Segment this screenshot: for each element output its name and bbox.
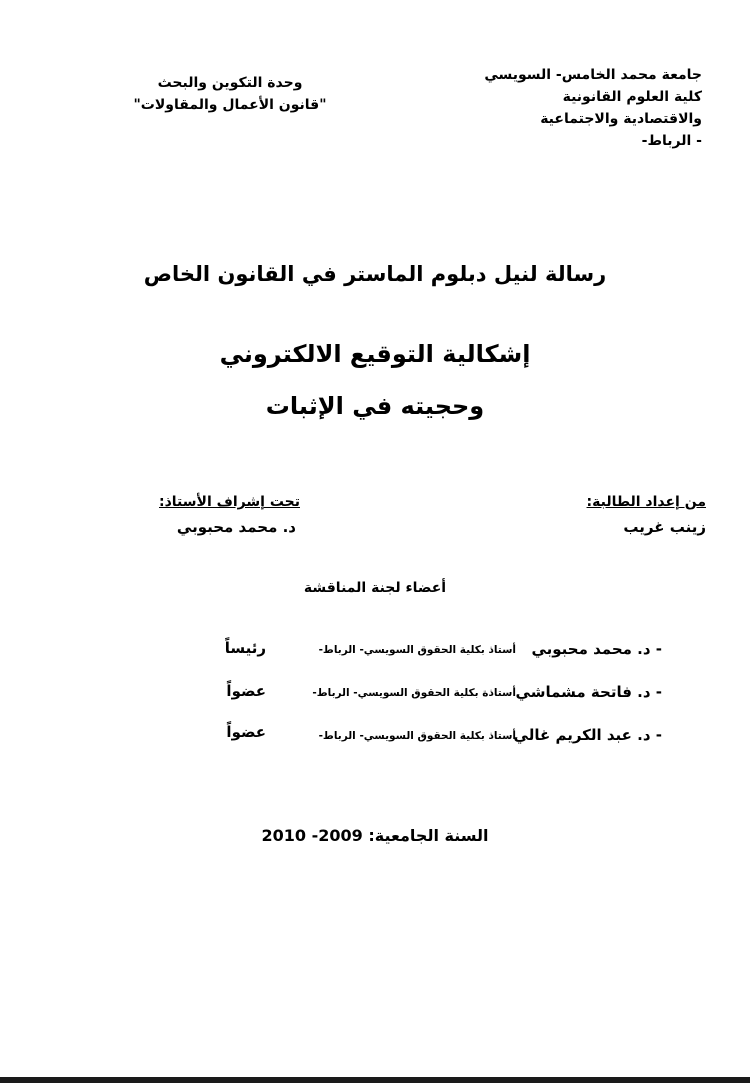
committee-member-role: رئيساً: [224, 639, 266, 657]
thesis-title-line1: إشكالية التوقيع الالكتروني: [219, 340, 531, 368]
research-unit-header: [120, 72, 340, 116]
committee-member-name: - د. محمد محبوبي: [531, 640, 662, 658]
supervisor-label: تحت إشراف الأستاذ:: [159, 494, 300, 510]
student-label: من إعداد الطالبة:: [586, 494, 706, 510]
committee-member-affiliation: أستاذة بكلية الحقوق السويسي- الرباط-: [312, 687, 516, 699]
university-name: جامعة محمد الخامس- السويسي: [484, 67, 702, 83]
committee-member-role: عضواً: [226, 723, 266, 741]
committee-member-affiliation: أستاذ بكلية الحقوق السويسي- الرباط-: [318, 730, 516, 742]
committee-heading: أعضاء لجنة المناقشة: [303, 580, 447, 596]
committee-member-name: - د. فاتحة مشماشي: [515, 683, 662, 701]
program-name: "قانون الأعمال والمقاولات": [133, 97, 327, 113]
university-header: [442, 64, 702, 152]
academic-year: السنة الجامعية: 2009- 2010: [261, 826, 489, 845]
faculty-name: كلية العلوم القانونية: [562, 89, 702, 105]
city-name: - الرباط-: [641, 133, 702, 149]
page-bottom-edge: [0, 1077, 750, 1083]
student-name: زينب غريب: [623, 518, 706, 536]
supervisor-name: د. محمد محبوبي: [176, 518, 296, 536]
thesis-type: رسالة لنيل دبلوم الماستر في القانون الخاص: [143, 262, 607, 286]
faculty-name-cont: والاقتصادية والاجتماعية: [540, 111, 702, 127]
research-unit-name: وحدة التكوين والبحث: [157, 75, 303, 91]
committee-member-name: - د. عبد الكريم غالي: [513, 726, 662, 744]
thesis-title-line2: وحجيته في الإثبات: [265, 392, 485, 420]
committee-member-affiliation: أستاذ بكلية الحقوق السويسي- الرباط-: [318, 644, 516, 656]
committee-member-role: عضواً: [226, 682, 266, 700]
